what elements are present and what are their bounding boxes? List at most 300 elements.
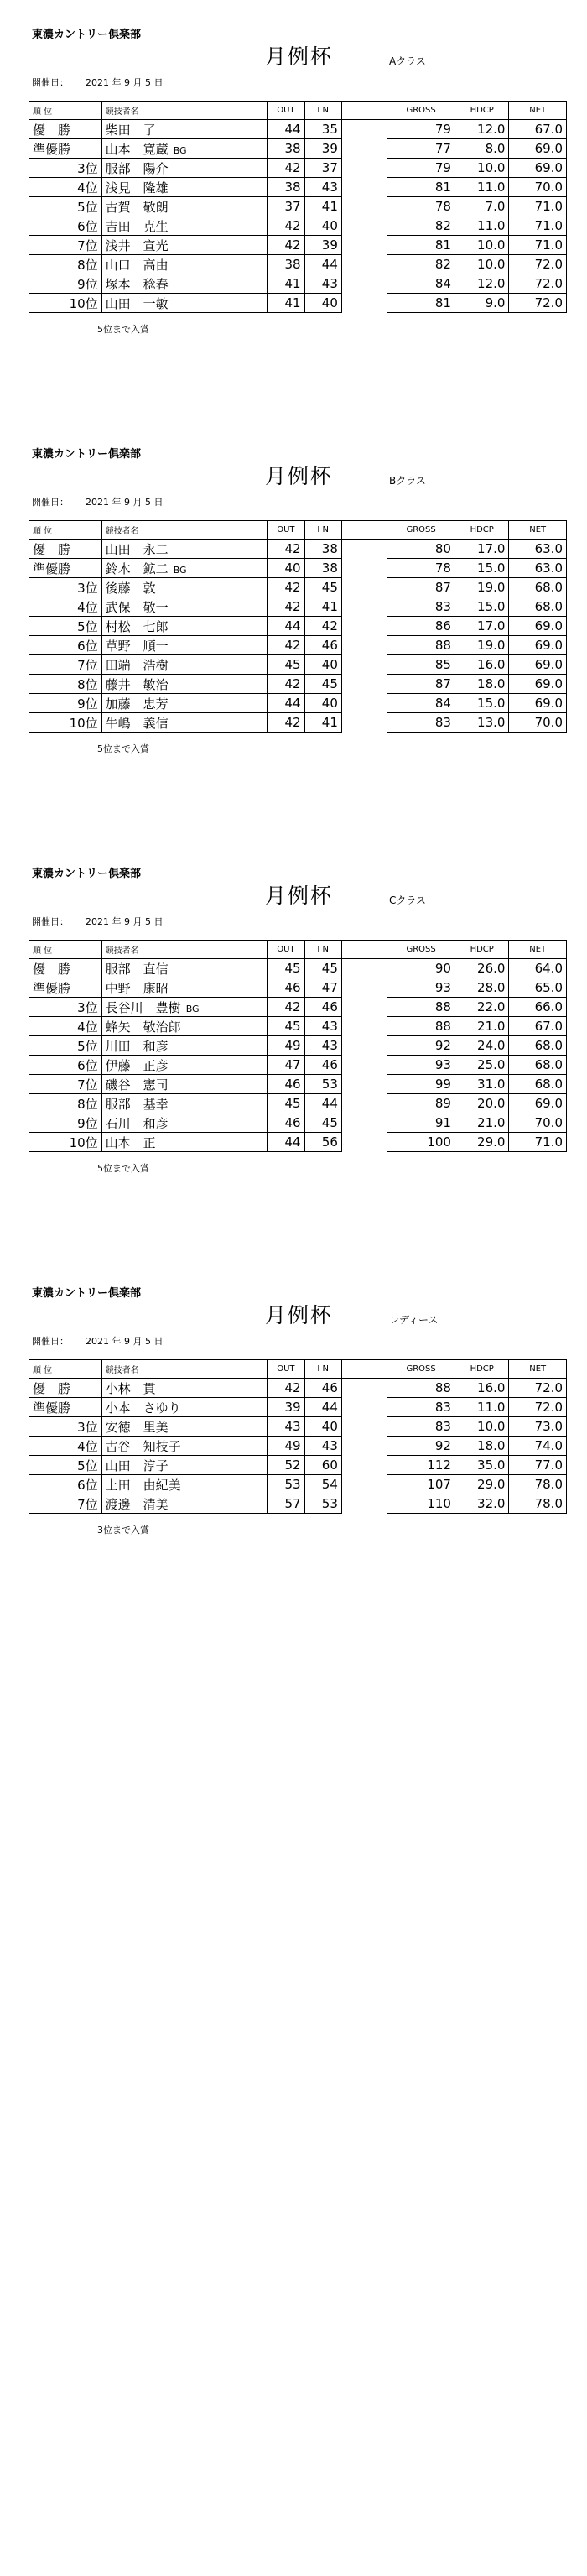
gross-cell: 93 [387, 978, 455, 998]
rank-cell: 4位 [29, 597, 102, 617]
header-gross: GROSS [387, 941, 455, 959]
gross-cell: 77 [387, 139, 455, 159]
in-score-cell: 45 [304, 959, 341, 978]
results-table [29, 101, 567, 313]
results-section [29, 864, 565, 1250]
in-score-cell: 45 [304, 675, 341, 694]
rank-cell: 5位 [29, 1036, 102, 1056]
net-cell: 68.0 [509, 1036, 567, 1056]
net-cell: 69.0 [509, 694, 567, 713]
gross-cell: 82 [387, 216, 455, 236]
in-score-cell: 41 [304, 713, 341, 733]
rank-cell: 4位 [29, 1437, 102, 1456]
hdcp-cell: 10.0 [455, 255, 509, 274]
player-name-cell [101, 236, 268, 255]
player-name: 山田 一敏 [105, 295, 169, 311]
gross-cell: 92 [387, 1036, 455, 1056]
in-score-cell: 38 [304, 559, 341, 578]
rank-cell: 3位 [29, 159, 102, 178]
net-cell: 78.0 [509, 1475, 567, 1494]
header-hdcp: HDCP [455, 521, 509, 540]
out-score-cell: 41 [268, 274, 304, 294]
hdcp-cell: 21.0 [455, 1113, 509, 1133]
gross-cell: 79 [387, 120, 455, 139]
date-value: 2021 年 9 月 5 日 [86, 1336, 164, 1347]
net-cell: 71.0 [509, 236, 567, 255]
out-score-cell: 57 [268, 1494, 304, 1514]
prize-note: 5位まで入賞 [97, 324, 149, 335]
net-cell: 77.0 [509, 1456, 567, 1475]
gross-cell: 110 [387, 1494, 455, 1514]
rank-cell: 8位 [29, 1094, 102, 1113]
header-gap [341, 102, 387, 120]
date-value: 2021 年 9 月 5 日 [86, 497, 164, 508]
gross-cell: 91 [387, 1113, 455, 1133]
player-name: 小本 さゆり [105, 1400, 181, 1416]
out-score-cell: 39 [268, 1398, 304, 1417]
net-cell: 64.0 [509, 959, 567, 978]
gross-cell: 83 [387, 713, 455, 733]
header-row [29, 521, 567, 540]
player-name: 長谷川 豊樹 [105, 999, 181, 1015]
net-cell: 68.0 [509, 1075, 567, 1094]
hdcp-cell: 11.0 [455, 216, 509, 236]
in-score-cell: 40 [304, 294, 341, 313]
rank-cell: 10位 [29, 713, 102, 733]
in-score-cell: 37 [304, 159, 341, 178]
gross-cell: 89 [387, 1094, 455, 1113]
net-cell: 69.0 [509, 636, 567, 655]
hdcp-cell: 16.0 [455, 1379, 509, 1398]
table-row [29, 1494, 567, 1514]
spacer-cell [341, 1056, 387, 1075]
in-score-cell: 56 [304, 1133, 341, 1152]
rank-cell: 9位 [29, 274, 102, 294]
player-name-cell [101, 294, 268, 313]
in-score-cell: 40 [304, 694, 341, 713]
hdcp-cell: 28.0 [455, 978, 509, 998]
table-row [29, 713, 567, 733]
gross-cell: 88 [387, 1017, 455, 1036]
net-cell: 68.0 [509, 1056, 567, 1075]
player-name: 古谷 知枝子 [105, 1438, 181, 1454]
rank-cell: 3位 [29, 578, 102, 597]
spacer-cell [341, 1379, 387, 1398]
spacer-cell [341, 294, 387, 313]
hdcp-cell: 26.0 [455, 959, 509, 978]
in-score-cell: 43 [304, 1036, 341, 1056]
player-name: 安徳 里美 [105, 1419, 169, 1435]
net-cell: 71.0 [509, 216, 567, 236]
hdcp-cell: 19.0 [455, 578, 509, 597]
player-name-cell [101, 178, 268, 197]
spacer-cell [341, 274, 387, 294]
competition-title: 月例杯 [265, 884, 334, 908]
player-name-cell [101, 1494, 268, 1514]
table-row [29, 617, 567, 636]
gross-cell: 87 [387, 675, 455, 694]
player-name-cell [101, 1094, 268, 1113]
hdcp-cell: 11.0 [455, 1398, 509, 1417]
date-label: 開催日： [32, 77, 69, 88]
spacer-cell [341, 1017, 387, 1036]
in-score-cell: 46 [304, 1056, 341, 1075]
table-row [29, 1094, 567, 1113]
gross-cell: 100 [387, 1133, 455, 1152]
player-name: 草野 順一 [105, 638, 169, 654]
net-cell: 72.0 [509, 294, 567, 313]
table-row [29, 216, 567, 236]
net-cell: 68.0 [509, 597, 567, 617]
rank-cell: 準優勝 [29, 559, 102, 578]
spacer-cell [341, 1398, 387, 1417]
gross-cell: 83 [387, 1417, 455, 1437]
gross-cell: 88 [387, 1379, 455, 1398]
player-name: 藤井 敏治 [105, 676, 169, 692]
gross-cell: 107 [387, 1475, 455, 1494]
player-name-cell [101, 1133, 268, 1152]
in-score-cell: 45 [304, 578, 341, 597]
gross-cell: 78 [387, 559, 455, 578]
player-name-cell [101, 578, 268, 597]
header-net: NET [509, 102, 567, 120]
gross-cell: 81 [387, 294, 455, 313]
header-name: 競技者名 [101, 941, 268, 959]
out-score-cell: 53 [268, 1475, 304, 1494]
player-name: 山本 寛蔵 [105, 141, 169, 157]
out-score-cell: 42 [268, 998, 304, 1017]
in-score-cell: 43 [304, 274, 341, 294]
header-hdcp: HDCP [455, 102, 509, 120]
player-name-cell [101, 255, 268, 274]
prize-note: 3位まで入賞 [97, 1525, 149, 1536]
spacer-cell [341, 1075, 387, 1094]
out-score-cell: 42 [268, 540, 304, 559]
player-name-cell [101, 1398, 268, 1417]
header-row [29, 102, 567, 120]
header-hdcp: HDCP [455, 941, 509, 959]
prize-note: 5位まで入賞 [97, 743, 149, 754]
player-name: 浅見 隆雄 [105, 180, 169, 196]
out-score-cell: 42 [268, 713, 304, 733]
hdcp-cell: 15.0 [455, 597, 509, 617]
results-table [29, 940, 567, 1152]
gross-cell: 99 [387, 1075, 455, 1094]
gross-cell: 82 [387, 255, 455, 274]
in-score-cell: 53 [304, 1075, 341, 1094]
gross-cell: 93 [387, 1056, 455, 1075]
spacer-cell [341, 597, 387, 617]
gross-cell: 87 [387, 578, 455, 597]
class-label: Bクラス [389, 475, 426, 487]
out-score-cell: 47 [268, 1056, 304, 1075]
date-value: 2021 年 9 月 5 日 [86, 77, 164, 88]
spacer-cell [341, 675, 387, 694]
hdcp-cell: 31.0 [455, 1075, 509, 1094]
player-name-cell [101, 1456, 268, 1475]
gross-cell: 83 [387, 1398, 455, 1417]
player-name-cell [101, 1056, 268, 1075]
header-rank: 順 位 [29, 521, 102, 540]
rank-cell: 6位 [29, 216, 102, 236]
player-name: 上田 由紀美 [105, 1477, 181, 1493]
results-table [29, 520, 567, 733]
player-name-cell [101, 1437, 268, 1456]
out-score-cell: 42 [268, 1379, 304, 1398]
rank-cell: 9位 [29, 694, 102, 713]
spacer-cell [341, 1094, 387, 1113]
hdcp-cell: 10.0 [455, 159, 509, 178]
net-cell: 68.0 [509, 578, 567, 597]
table-row [29, 1017, 567, 1036]
header-hdcp: HDCP [455, 1360, 509, 1379]
net-cell: 69.0 [509, 675, 567, 694]
net-cell: 67.0 [509, 1017, 567, 1036]
rank-cell: 5位 [29, 617, 102, 636]
competition-title: 月例杯 [265, 1303, 334, 1327]
net-cell: 67.0 [509, 120, 567, 139]
hdcp-cell: 10.0 [455, 236, 509, 255]
out-score-cell: 38 [268, 255, 304, 274]
player-name: 村松 七郎 [105, 618, 169, 634]
player-name-cell [101, 713, 268, 733]
net-cell: 63.0 [509, 540, 567, 559]
in-score-cell: 44 [304, 1398, 341, 1417]
hdcp-cell: 11.0 [455, 178, 509, 197]
table-row [29, 120, 567, 139]
player-name-cell [101, 655, 268, 675]
rank-cell: 5位 [29, 197, 102, 216]
player-name-cell [101, 1075, 268, 1094]
header-name: 競技者名 [101, 521, 268, 540]
table-row [29, 959, 567, 978]
out-score-cell: 49 [268, 1036, 304, 1056]
player-name-cell [101, 274, 268, 294]
net-cell: 72.0 [509, 1379, 567, 1398]
spacer-cell [341, 1437, 387, 1456]
player-name: 渡邊 清美 [105, 1496, 169, 1512]
player-name: 服部 陽介 [105, 160, 169, 176]
rank-cell: 7位 [29, 236, 102, 255]
out-score-cell: 42 [268, 216, 304, 236]
table-row [29, 1475, 567, 1494]
hdcp-cell: 29.0 [455, 1475, 509, 1494]
hdcp-cell: 12.0 [455, 274, 509, 294]
player-name: 古賀 敬朗 [105, 199, 169, 215]
gross-cell: 80 [387, 540, 455, 559]
table-row [29, 1133, 567, 1152]
in-score-cell: 44 [304, 1094, 341, 1113]
player-name: 服部 基幸 [105, 1096, 169, 1112]
table-row [29, 255, 567, 274]
out-score-cell: 46 [268, 978, 304, 998]
hdcp-cell: 25.0 [455, 1056, 509, 1075]
table-row [29, 1113, 567, 1133]
spacer-cell [341, 255, 387, 274]
spacer-cell [341, 236, 387, 255]
out-score-cell: 44 [268, 694, 304, 713]
out-score-cell: 44 [268, 1133, 304, 1152]
out-score-cell: 52 [268, 1456, 304, 1475]
event-date [32, 1334, 163, 1348]
in-score-cell: 60 [304, 1456, 341, 1475]
rank-cell: 5位 [29, 1456, 102, 1475]
table-row [29, 274, 567, 294]
header-gross: GROSS [387, 521, 455, 540]
header-row [29, 1360, 567, 1379]
spacer-cell [341, 540, 387, 559]
table-row [29, 675, 567, 694]
player-name: 加藤 忠芳 [105, 696, 169, 712]
gross-cell: 86 [387, 617, 455, 636]
out-score-cell: 41 [268, 294, 304, 313]
player-name: 蜂矢 敬治郎 [105, 1019, 181, 1035]
out-score-cell: 45 [268, 1094, 304, 1113]
player-name: 後藤 敦 [105, 580, 156, 596]
net-cell: 72.0 [509, 255, 567, 274]
player-name: 塚本 稔春 [105, 276, 169, 292]
net-cell: 72.0 [509, 1398, 567, 1417]
table-row [29, 559, 567, 578]
player-name-cell [101, 675, 268, 694]
header-in: I N [304, 521, 341, 540]
out-score-cell: 40 [268, 559, 304, 578]
hdcp-cell: 16.0 [455, 655, 509, 675]
gross-cell: 81 [387, 236, 455, 255]
table-row [29, 159, 567, 178]
rank-cell: 準優勝 [29, 139, 102, 159]
in-score-cell: 39 [304, 236, 341, 255]
header-out: OUT [268, 941, 304, 959]
player-name-cell [101, 540, 268, 559]
net-cell: 74.0 [509, 1437, 567, 1456]
player-name-cell [101, 998, 268, 1017]
header-in: I N [304, 102, 341, 120]
rank-cell: 7位 [29, 1075, 102, 1094]
net-cell: 70.0 [509, 178, 567, 197]
rank-cell: 優 勝 [29, 959, 102, 978]
player-name-cell [101, 636, 268, 655]
spacer-cell [341, 1036, 387, 1056]
hdcp-cell: 32.0 [455, 1494, 509, 1514]
rank-cell: 3位 [29, 1417, 102, 1437]
header-out: OUT [268, 102, 304, 120]
gross-cell: 83 [387, 597, 455, 617]
rank-cell: 9位 [29, 1113, 102, 1133]
player-name: 鈴木 鉱二 [105, 561, 169, 576]
gross-cell: 84 [387, 274, 455, 294]
class-label: レディース [389, 1314, 439, 1326]
net-cell: 70.0 [509, 713, 567, 733]
player-name-cell [101, 617, 268, 636]
rank-cell: 7位 [29, 1494, 102, 1514]
gross-cell: 90 [387, 959, 455, 978]
net-cell: 63.0 [509, 559, 567, 578]
in-score-cell: 53 [304, 1494, 341, 1514]
rank-cell: 3位 [29, 998, 102, 1017]
in-score-cell: 39 [304, 139, 341, 159]
player-name: 山田 淳子 [105, 1457, 169, 1473]
out-score-cell: 43 [268, 1417, 304, 1437]
net-cell: 69.0 [509, 139, 567, 159]
rank-cell: 8位 [29, 675, 102, 694]
in-score-cell: 40 [304, 1417, 341, 1437]
spacer-cell [341, 1133, 387, 1152]
header-net: NET [509, 1360, 567, 1379]
date-label: 開催日： [32, 916, 69, 927]
out-score-cell: 49 [268, 1437, 304, 1456]
rank-cell: 優 勝 [29, 1379, 102, 1398]
player-name-cell [101, 978, 268, 998]
hdcp-cell: 29.0 [455, 1133, 509, 1152]
net-cell: 78.0 [509, 1494, 567, 1514]
out-score-cell: 44 [268, 617, 304, 636]
hdcp-cell: 9.0 [455, 294, 509, 313]
player-name: 吉田 克生 [105, 218, 169, 234]
spacer-cell [341, 978, 387, 998]
player-name-cell [101, 1417, 268, 1437]
net-cell: 71.0 [509, 1133, 567, 1152]
hdcp-cell: 22.0 [455, 998, 509, 1017]
spacer-cell [341, 998, 387, 1017]
hdcp-cell: 15.0 [455, 559, 509, 578]
out-score-cell: 38 [268, 139, 304, 159]
results-section [29, 445, 565, 831]
out-score-cell: 45 [268, 655, 304, 675]
player-name-cell [101, 1379, 268, 1398]
bg-mark: BG [185, 1003, 200, 1014]
player-name: 石川 和彦 [105, 1115, 169, 1131]
gross-cell: 92 [387, 1437, 455, 1456]
player-name-cell [101, 597, 268, 617]
out-score-cell: 45 [268, 959, 304, 978]
table-row [29, 998, 567, 1017]
competition-title: 月例杯 [265, 464, 334, 488]
header-net: NET [509, 941, 567, 959]
spacer-cell [341, 617, 387, 636]
player-name-cell [101, 959, 268, 978]
gross-cell: 88 [387, 998, 455, 1017]
in-score-cell: 46 [304, 998, 341, 1017]
out-score-cell: 45 [268, 1017, 304, 1036]
out-score-cell: 38 [268, 178, 304, 197]
hdcp-cell: 17.0 [455, 540, 509, 559]
spacer-cell [341, 959, 387, 978]
player-name: 川田 和彦 [105, 1038, 169, 1054]
spacer-cell [341, 694, 387, 713]
header-gap [341, 941, 387, 959]
table-row [29, 1036, 567, 1056]
table-row [29, 597, 567, 617]
net-cell: 69.0 [509, 617, 567, 636]
spacer-cell [341, 159, 387, 178]
player-name-cell [101, 216, 268, 236]
club-name: 東濃カントリー倶楽部 [32, 29, 142, 41]
header-rank: 順 位 [29, 1360, 102, 1379]
hdcp-cell: 21.0 [455, 1017, 509, 1036]
bg-mark: BG [173, 144, 187, 156]
player-name: 浅井 宣光 [105, 237, 169, 253]
rank-cell: 7位 [29, 655, 102, 675]
rank-cell: 準優勝 [29, 978, 102, 998]
table-row [29, 636, 567, 655]
hdcp-cell: 13.0 [455, 713, 509, 733]
spacer-cell [341, 1475, 387, 1494]
hdcp-cell: 35.0 [455, 1456, 509, 1475]
out-score-cell: 37 [268, 197, 304, 216]
event-date [32, 915, 163, 928]
table-row [29, 236, 567, 255]
